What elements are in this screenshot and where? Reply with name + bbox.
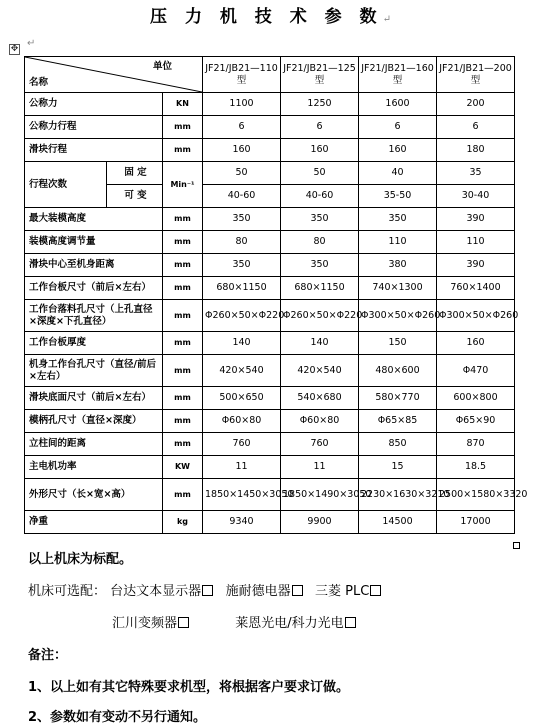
standard-note: 以上机床为标配。 <box>28 552 133 567</box>
value-cell: 6 <box>437 116 515 139</box>
checkbox[interactable] <box>178 617 189 628</box>
page-title: 压 力 机 技 术 参 数↵ <box>150 7 391 27</box>
row-unit: mm <box>163 277 203 300</box>
checkbox[interactable] <box>370 585 381 596</box>
row-name: 公称力 <box>25 93 163 116</box>
value-cell: 17000 <box>437 511 515 534</box>
table-row <box>25 355 515 387</box>
value-cell: 350 <box>359 208 437 231</box>
row-unit: kg <box>163 511 203 534</box>
value-cell: 380 <box>359 254 437 277</box>
row-name: 外形尺寸（长×宽×高） <box>25 479 163 511</box>
value-cell: 540×680 <box>281 387 359 410</box>
value-cell: 390 <box>437 208 515 231</box>
header-unit-label: 单位 <box>153 61 173 72</box>
row-name: 工作台落料孔尺寸（上孔直径×深度×下孔直径） <box>25 300 163 332</box>
value-cell: 80 <box>281 231 359 254</box>
value-cell: 680×1150 <box>203 277 281 300</box>
value-cell: 9900 <box>281 511 359 534</box>
value-cell: 140 <box>203 332 281 355</box>
value-cell: Φ260×50×Φ220 <box>203 300 281 332</box>
value-cell: 500×650 <box>203 387 281 410</box>
row-unit: mm <box>163 387 203 410</box>
value-cell: 6 <box>281 116 359 139</box>
value-cell: 11 <box>203 456 281 479</box>
table-header-row <box>25 57 515 93</box>
row-subname: 可 变 <box>107 185 163 208</box>
table-row <box>25 387 515 410</box>
value-cell: 150 <box>359 332 437 355</box>
value-cell: 420×540 <box>203 355 281 387</box>
value-cell: 180 <box>437 139 515 162</box>
value-cell: 390 <box>437 254 515 277</box>
row-name: 公称力行程 <box>25 116 163 139</box>
row-name: 主电机功率 <box>25 456 163 479</box>
row-unit: mm <box>163 355 203 387</box>
value-cell: 2500×1580×3320 <box>437 479 515 511</box>
value-cell: 740×1300 <box>359 277 437 300</box>
row-name: 工作台板厚度 <box>25 332 163 355</box>
value-cell: Φ300×50×Φ260 <box>359 300 437 332</box>
remarks-label: 备注： <box>28 648 68 663</box>
value-cell: 870 <box>437 433 515 456</box>
checkbox[interactable] <box>202 585 213 596</box>
value-cell: 350 <box>203 208 281 231</box>
value-cell: 600×800 <box>437 387 515 410</box>
remark-2: 2、参数如有变动不另行通知。 <box>28 710 207 725</box>
row-unit: KN <box>163 93 203 116</box>
value-cell: 420×540 <box>281 355 359 387</box>
spec-table <box>24 56 528 534</box>
table-row <box>25 116 515 139</box>
value-cell: 50 <box>203 162 281 185</box>
value-cell: 6 <box>203 116 281 139</box>
value-cell: 1250 <box>281 93 359 116</box>
value-cell: 350 <box>281 254 359 277</box>
table-row <box>25 162 515 185</box>
table-row <box>25 332 515 355</box>
value-cell: 580×770 <box>359 387 437 410</box>
value-cell: 11 <box>281 456 359 479</box>
row-unit: KW <box>163 456 203 479</box>
value-cell: 1100 <box>203 93 281 116</box>
row-unit: mm <box>163 410 203 433</box>
row-name: 工作台板尺寸（前后×左右） <box>25 277 163 300</box>
model-header: JF21/JB21—125 型 <box>281 57 359 93</box>
diagonal-line <box>25 57 202 92</box>
row-unit: mm <box>163 116 203 139</box>
value-cell: 6 <box>359 116 437 139</box>
value-cell: 18.5 <box>437 456 515 479</box>
row-unit: mm <box>163 433 203 456</box>
row-name: 立柱间的距离 <box>25 433 163 456</box>
table-row <box>25 479 515 511</box>
table-row <box>25 231 515 254</box>
value-cell: 760×1400 <box>437 277 515 300</box>
row-unit: mm <box>163 254 203 277</box>
row-name: 最大装模高度 <box>25 208 163 231</box>
row-name: 滑块中心至机身距离 <box>25 254 163 277</box>
table-resize-handle[interactable] <box>513 542 520 549</box>
value-cell: 350 <box>281 208 359 231</box>
table-row <box>25 433 515 456</box>
model-header: JF21/JB21—200 型 <box>437 57 515 93</box>
checkbox[interactable] <box>345 617 356 628</box>
value-cell: 200 <box>437 93 515 116</box>
table-row <box>25 208 515 231</box>
value-cell: 160 <box>203 139 281 162</box>
table-row <box>25 511 515 534</box>
value-cell: Φ470 <box>437 355 515 387</box>
table-move-handle-icon[interactable]: ✥ <box>10 44 19 54</box>
value-cell: 140 <box>281 332 359 355</box>
row-unit: Min⁻¹ <box>163 162 203 208</box>
value-cell: 350 <box>203 254 281 277</box>
model-header: JF21/JB21—160 型 <box>359 57 437 93</box>
value-cell: Φ65×90 <box>437 410 515 433</box>
value-cell: 35 <box>437 162 515 185</box>
header-diagonal-cell <box>25 57 203 93</box>
value-cell: 760 <box>281 433 359 456</box>
row-unit: mm <box>163 479 203 511</box>
row-name: 净重 <box>25 511 163 534</box>
paragraph-mark-icon: ↵ <box>27 38 36 49</box>
row-name: 行程次数 <box>25 162 107 208</box>
value-cell: 480×600 <box>359 355 437 387</box>
value-cell: 40-60 <box>203 185 281 208</box>
checkbox[interactable] <box>292 585 303 596</box>
value-cell: 1600 <box>359 93 437 116</box>
row-name: 装模高度调节量 <box>25 231 163 254</box>
options-line-1: 机床可选配： 台达文本显示器 施耐德电器 三菱 PLC <box>28 580 381 599</box>
row-name: 模柄孔尺寸（直径×深度） <box>25 410 163 433</box>
value-cell: 160 <box>281 139 359 162</box>
table-row <box>25 277 515 300</box>
value-cell: 40-60 <box>281 185 359 208</box>
row-unit: mm <box>163 208 203 231</box>
row-name: 机身工作台孔尺寸（直径/前后×左右） <box>25 355 163 387</box>
value-cell: 850 <box>359 433 437 456</box>
value-cell: 110 <box>437 231 515 254</box>
value-cell: 760 <box>203 433 281 456</box>
value-cell: 160 <box>359 139 437 162</box>
value-cell: 680×1150 <box>281 277 359 300</box>
row-subname: 固 定 <box>107 162 163 185</box>
value-cell: 40 <box>359 162 437 185</box>
value-cell: 80 <box>203 231 281 254</box>
value-cell: 1850×1450×3050 <box>203 479 281 511</box>
table-row <box>25 254 515 277</box>
model-header: JF21/JB21—110 型 <box>203 57 281 93</box>
table-row <box>25 139 515 162</box>
header-name-label: 名称 <box>29 77 49 88</box>
table-row <box>25 300 515 332</box>
table-row <box>25 93 515 116</box>
table-row <box>25 456 515 479</box>
value-cell: 50 <box>281 162 359 185</box>
value-cell: Φ60×80 <box>281 410 359 433</box>
remark-1: 1、以上如有其它特殊要求机型，将根据客户要求订做。 <box>28 680 350 695</box>
value-cell: 2230×1630×3210 <box>359 479 437 511</box>
value-cell: Φ65×85 <box>359 410 437 433</box>
value-cell: 14500 <box>359 511 437 534</box>
row-unit: mm <box>163 139 203 162</box>
value-cell: 110 <box>359 231 437 254</box>
row-name: 滑块行程 <box>25 139 163 162</box>
value-cell: 30-40 <box>437 185 515 208</box>
value-cell: Φ260×50×Φ220 <box>281 300 359 332</box>
value-cell: Φ300×50×Φ260 <box>437 300 515 332</box>
value-cell: 15 <box>359 456 437 479</box>
row-name: 滑块底面尺寸（前后×左右） <box>25 387 163 410</box>
value-cell: 9340 <box>203 511 281 534</box>
row-unit: mm <box>163 300 203 332</box>
value-cell: 1850×1490×3050 <box>281 479 359 511</box>
value-cell: 35-50 <box>359 185 437 208</box>
row-unit: mm <box>163 332 203 355</box>
row-unit: mm <box>163 231 203 254</box>
table-row <box>25 410 515 433</box>
value-cell: 160 <box>437 332 515 355</box>
value-cell: Φ60×80 <box>203 410 281 433</box>
options-line-2: 汇川变频器 莱恩光电/科力光电 <box>112 612 356 631</box>
